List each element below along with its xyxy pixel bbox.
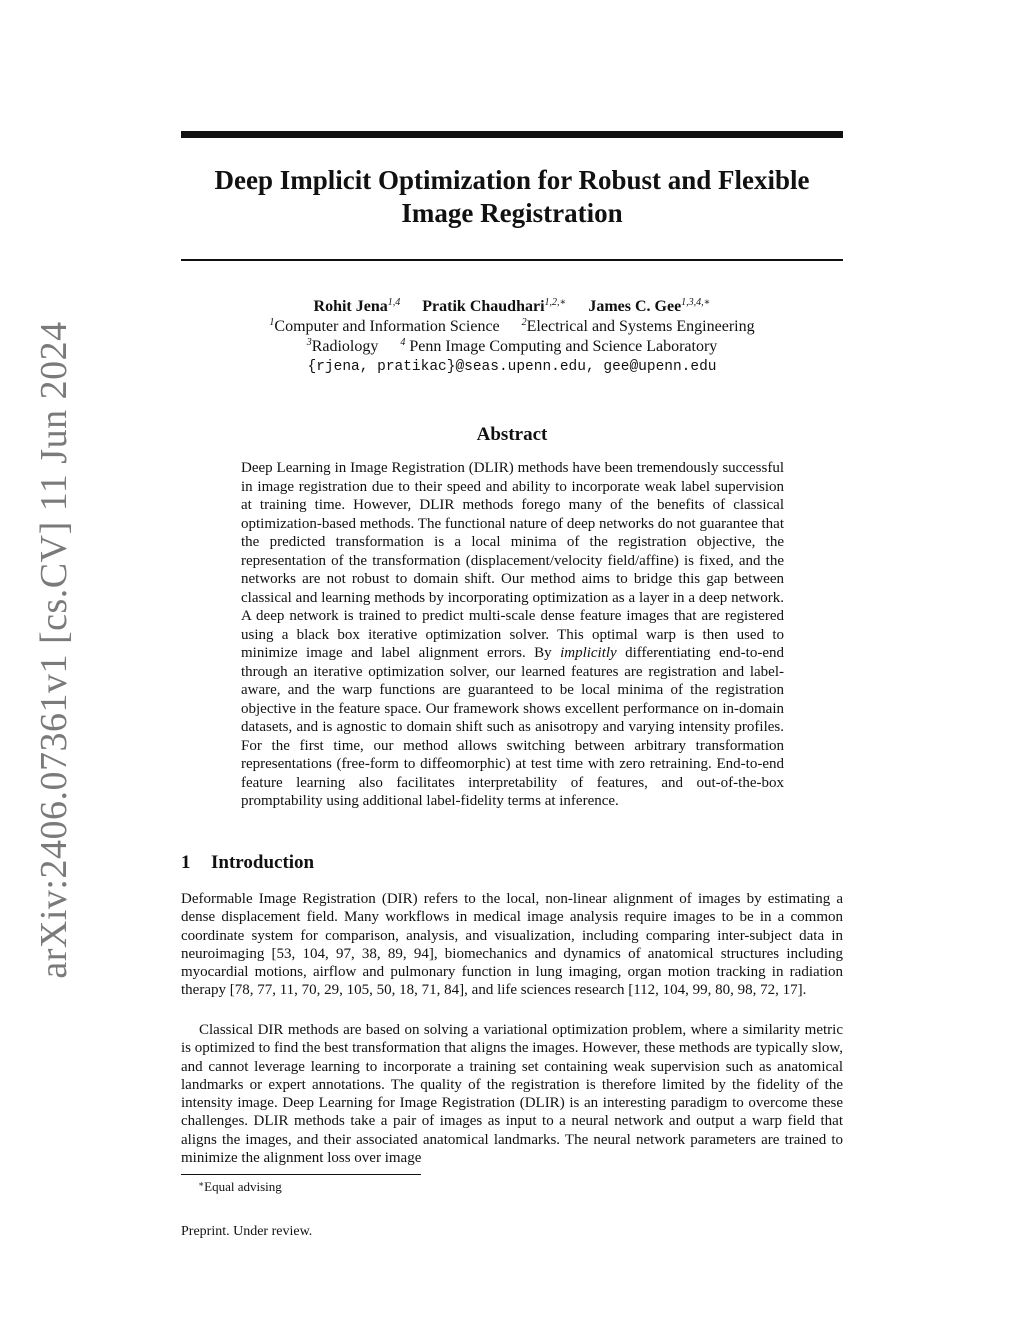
footnote-rule bbox=[181, 1174, 421, 1175]
affil-sup: 4 bbox=[400, 337, 406, 348]
title-line-2: Image Registration bbox=[401, 198, 623, 228]
affiliation: Radiology bbox=[311, 338, 379, 355]
title-line-1: Deep Implicit Optimization for Robust and Flexible bbox=[214, 165, 810, 195]
abstract-text-part: Deep Learning in Image Registration (DLIR) methods have been tremendously successful in image registration due to their speed and ability to incorporate weak label supervision at training time. However, DLIR methods forego many of the benefits of classical optimization-based methods. The functional nature of deep networks do not guarantee that the predicted transformation is a local minima of the registration objective, the representation of the transformation (displacement/velocity field/affine) is fixed, and the networks are not robust to domain shift. Our method aims to bridge this gap between classical and learning methods by incorporating optimization as a layer in a deep network. A deep network is trained to predict multi-scale dense feature images that are registered using a black box iterative optimization solver. This optimal warp is then used to minimize image and label alignment errors. By bbox=[241, 460, 784, 661]
arxiv-identifier: arXiv:2406.07361v1 [cs.CV] 11 Jun 2024 bbox=[33, 321, 75, 979]
footnote-text: Equal advising bbox=[204, 1179, 282, 1194]
intro-paragraph-2: Classical DIR methods are based on solving a variational optimization problem, where a similarity metric is optimized to find the best transformation that aligns the images. However, these methods are typically slow, and cannot leverage learning to incorporate a training set containing weak supervision such as anatomical landmarks or expert annotations. The quality of the registration is therefore limited by the fidelity of the intensity image. Deep Learning for Image Registration (DLIR) is an interesting paradigm to overcome these challenges. DLIR methods take a pair of images as input to a neural network and output a warp field that aligns the images, and their associated anatomical landmarks. The neural network parameters are trained to minimize the alignment loss over image bbox=[181, 1022, 843, 1167]
affil-sup: 2 bbox=[521, 317, 527, 328]
paper-title bbox=[181, 164, 843, 230]
author-names bbox=[181, 297, 843, 317]
preprint-notice: Preprint. Under review. bbox=[181, 1224, 313, 1239]
intro-paragraph-1: Deformable Image Registration (DIR) refers to the local, non-linear alignment of images by estimating a dense displacement field. Many workflows in medical image analysis require images to be in a common coordinate system for comparison, analysis, and visualization, including comparing inter-subject data in neuroimaging [53, 104, 97, 38, 89, 94], biomechanics and dynamics of anatomical structures including myocardial motions, airflow and pulmonary function in lung imaging, organ motion tracking in radiation therapy [78, 77, 11, 70, 29, 105, 50, 18, 71, 84], and life sciences research [112, 104, 99, 80, 98, 72, 17]. bbox=[181, 891, 843, 999]
author-affil-sup: 1,3,4,∗ bbox=[681, 297, 711, 308]
author-name: Pratik Chaudhari bbox=[422, 298, 545, 315]
affiliation: Penn Image Computing and Science Laboratory bbox=[405, 338, 718, 355]
abstract-emphasis: implicitly bbox=[560, 645, 617, 661]
title-top-rule bbox=[181, 131, 843, 138]
author-block bbox=[181, 297, 843, 377]
affil-sup: 3 bbox=[306, 337, 312, 348]
author-name: James C. Gee bbox=[588, 298, 682, 315]
section-title: Introduction bbox=[211, 852, 315, 873]
affiliation: Electrical and Systems Engineering bbox=[526, 318, 755, 335]
footnote bbox=[198, 1179, 282, 1195]
author-emails: {rjena, pratikac}@seas.upenn.edu, gee@upenn.edu bbox=[307, 359, 717, 375]
affiliation-line-1 bbox=[181, 317, 843, 337]
affiliation: Computer and Information Science bbox=[274, 318, 500, 335]
author-affil-sup: 1,2,∗ bbox=[544, 297, 567, 308]
author-name: Rohit Jena bbox=[313, 298, 388, 315]
footnote-mark: ∗ bbox=[198, 1179, 205, 1189]
abstract-text-part: differentiating end-to-end through an iterative optimization solver, our learned features are registration and label-aware, and the warp functions are guaranteed to be local minima of the registration objective in the feature space. Our framework shows excellent performance on in-domain datasets, and is agnostic to domain shift such as anisotropy and varying intensity profiles. For the first time, our method allows switching between arbitrary transformation representations (free-form to diffeomorphic) at test time with zero retraining. End-to-end feature learning also facilitates interpretability of features, and out-of-the-box promptability using additional label-fidelity terms at inference. bbox=[241, 645, 784, 809]
affiliation-line-2 bbox=[181, 337, 843, 357]
affil-sup: 1 bbox=[269, 317, 275, 328]
section-heading bbox=[181, 852, 314, 874]
abstract-heading: Abstract bbox=[476, 424, 548, 445]
abstract-text bbox=[241, 459, 784, 811]
author-affil-sup: 1,4 bbox=[387, 297, 401, 308]
section-number: 1 bbox=[181, 852, 191, 873]
title-bottom-rule bbox=[181, 259, 843, 261]
